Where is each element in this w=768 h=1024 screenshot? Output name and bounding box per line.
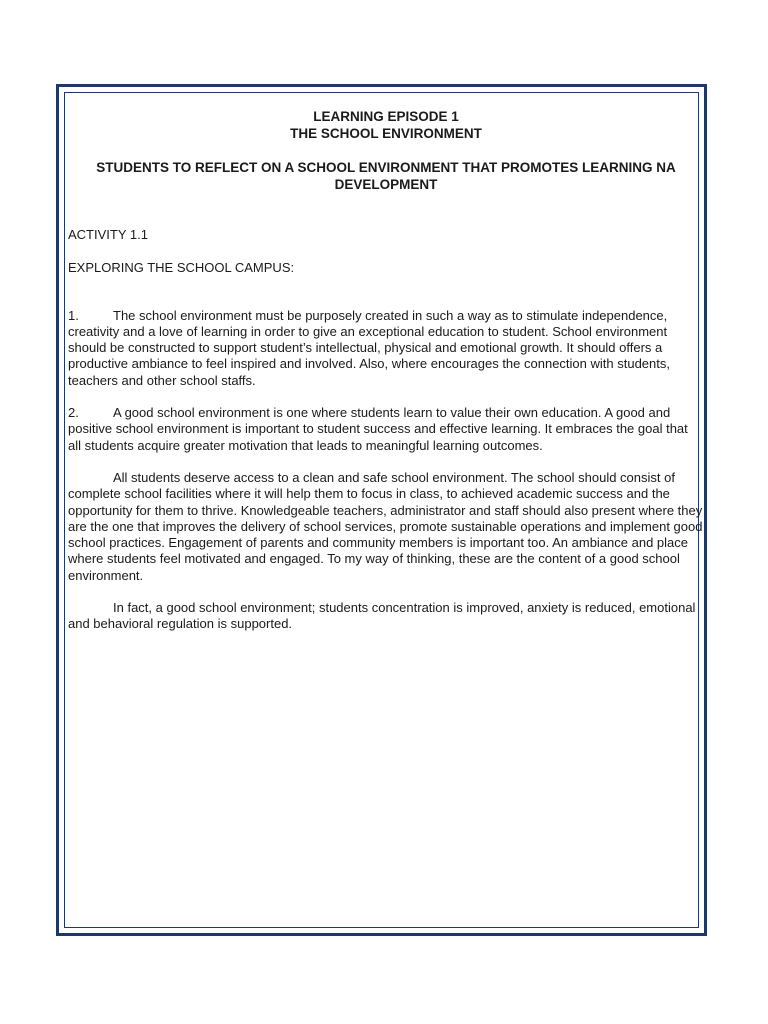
paragraph-2 — [68, 405, 704, 454]
section-heading: EXPLORING THE SCHOOL CAMPUS: — [68, 260, 295, 276]
paragraph-1 — [68, 308, 704, 389]
paragraph-1-number: 1. — [68, 307, 79, 323]
paragraph-3 — [68, 470, 704, 584]
document-content — [68, 108, 704, 633]
document-subtitle: STUDENTS TO REFLECT ON A SCHOOL ENVIRONMENT THAT PROMOTES LEARNING NA DEVELOPMENT — [96, 160, 676, 192]
paragraph-2-number: 2. — [68, 405, 79, 421]
document-title-line1: LEARNING EPISODE 1 — [313, 109, 459, 124]
paragraph-4 — [68, 600, 704, 633]
paragraph-3-text: All students deserve access to a clean and safe school environment. The school should consist of complete school facilities where it will help them to focus in class, to achieved academic success and the opportunity for them to thrive. Knowledgeable teachers, administrator and staff should also present where they are the one that improves the delivery of school services, promote sustainable operations and implement good school practices. Engagement of parents and community members is important too. An ambiance and place where students feel motivated and engaged. To my way of thinking, these are the content of a good school environment. — [68, 469, 703, 583]
paragraph-4-text: In fact, a good school environment; students concentration is improved, anxiety is reduced, emotional and behavioral regulation is supported. — [68, 600, 696, 632]
activity-label: ACTIVITY 1.1 — [68, 227, 148, 242]
document-title-line2: THE SCHOOL ENVIRONMENT — [290, 126, 482, 141]
paragraph-2-text: A good school environment is one where students learn to value their own education. A good and positive school environment is important to student success and effective learning. It embraces the goal that all students acquire greater motivation that leads to meaningful learning outcomes. — [68, 405, 688, 453]
paragraph-1-text: The school environment must be purposely created in such a way as to stimulate independence, creativity and a love of learning in order to give an exceptional education to student. School environment should be constructed to support student’s intellectual, physical and emotional growth. It should offers a productive ambiance to feel inspired and involved. Also, where encourages the connection with students, teachers and other school staffs. — [68, 307, 670, 388]
